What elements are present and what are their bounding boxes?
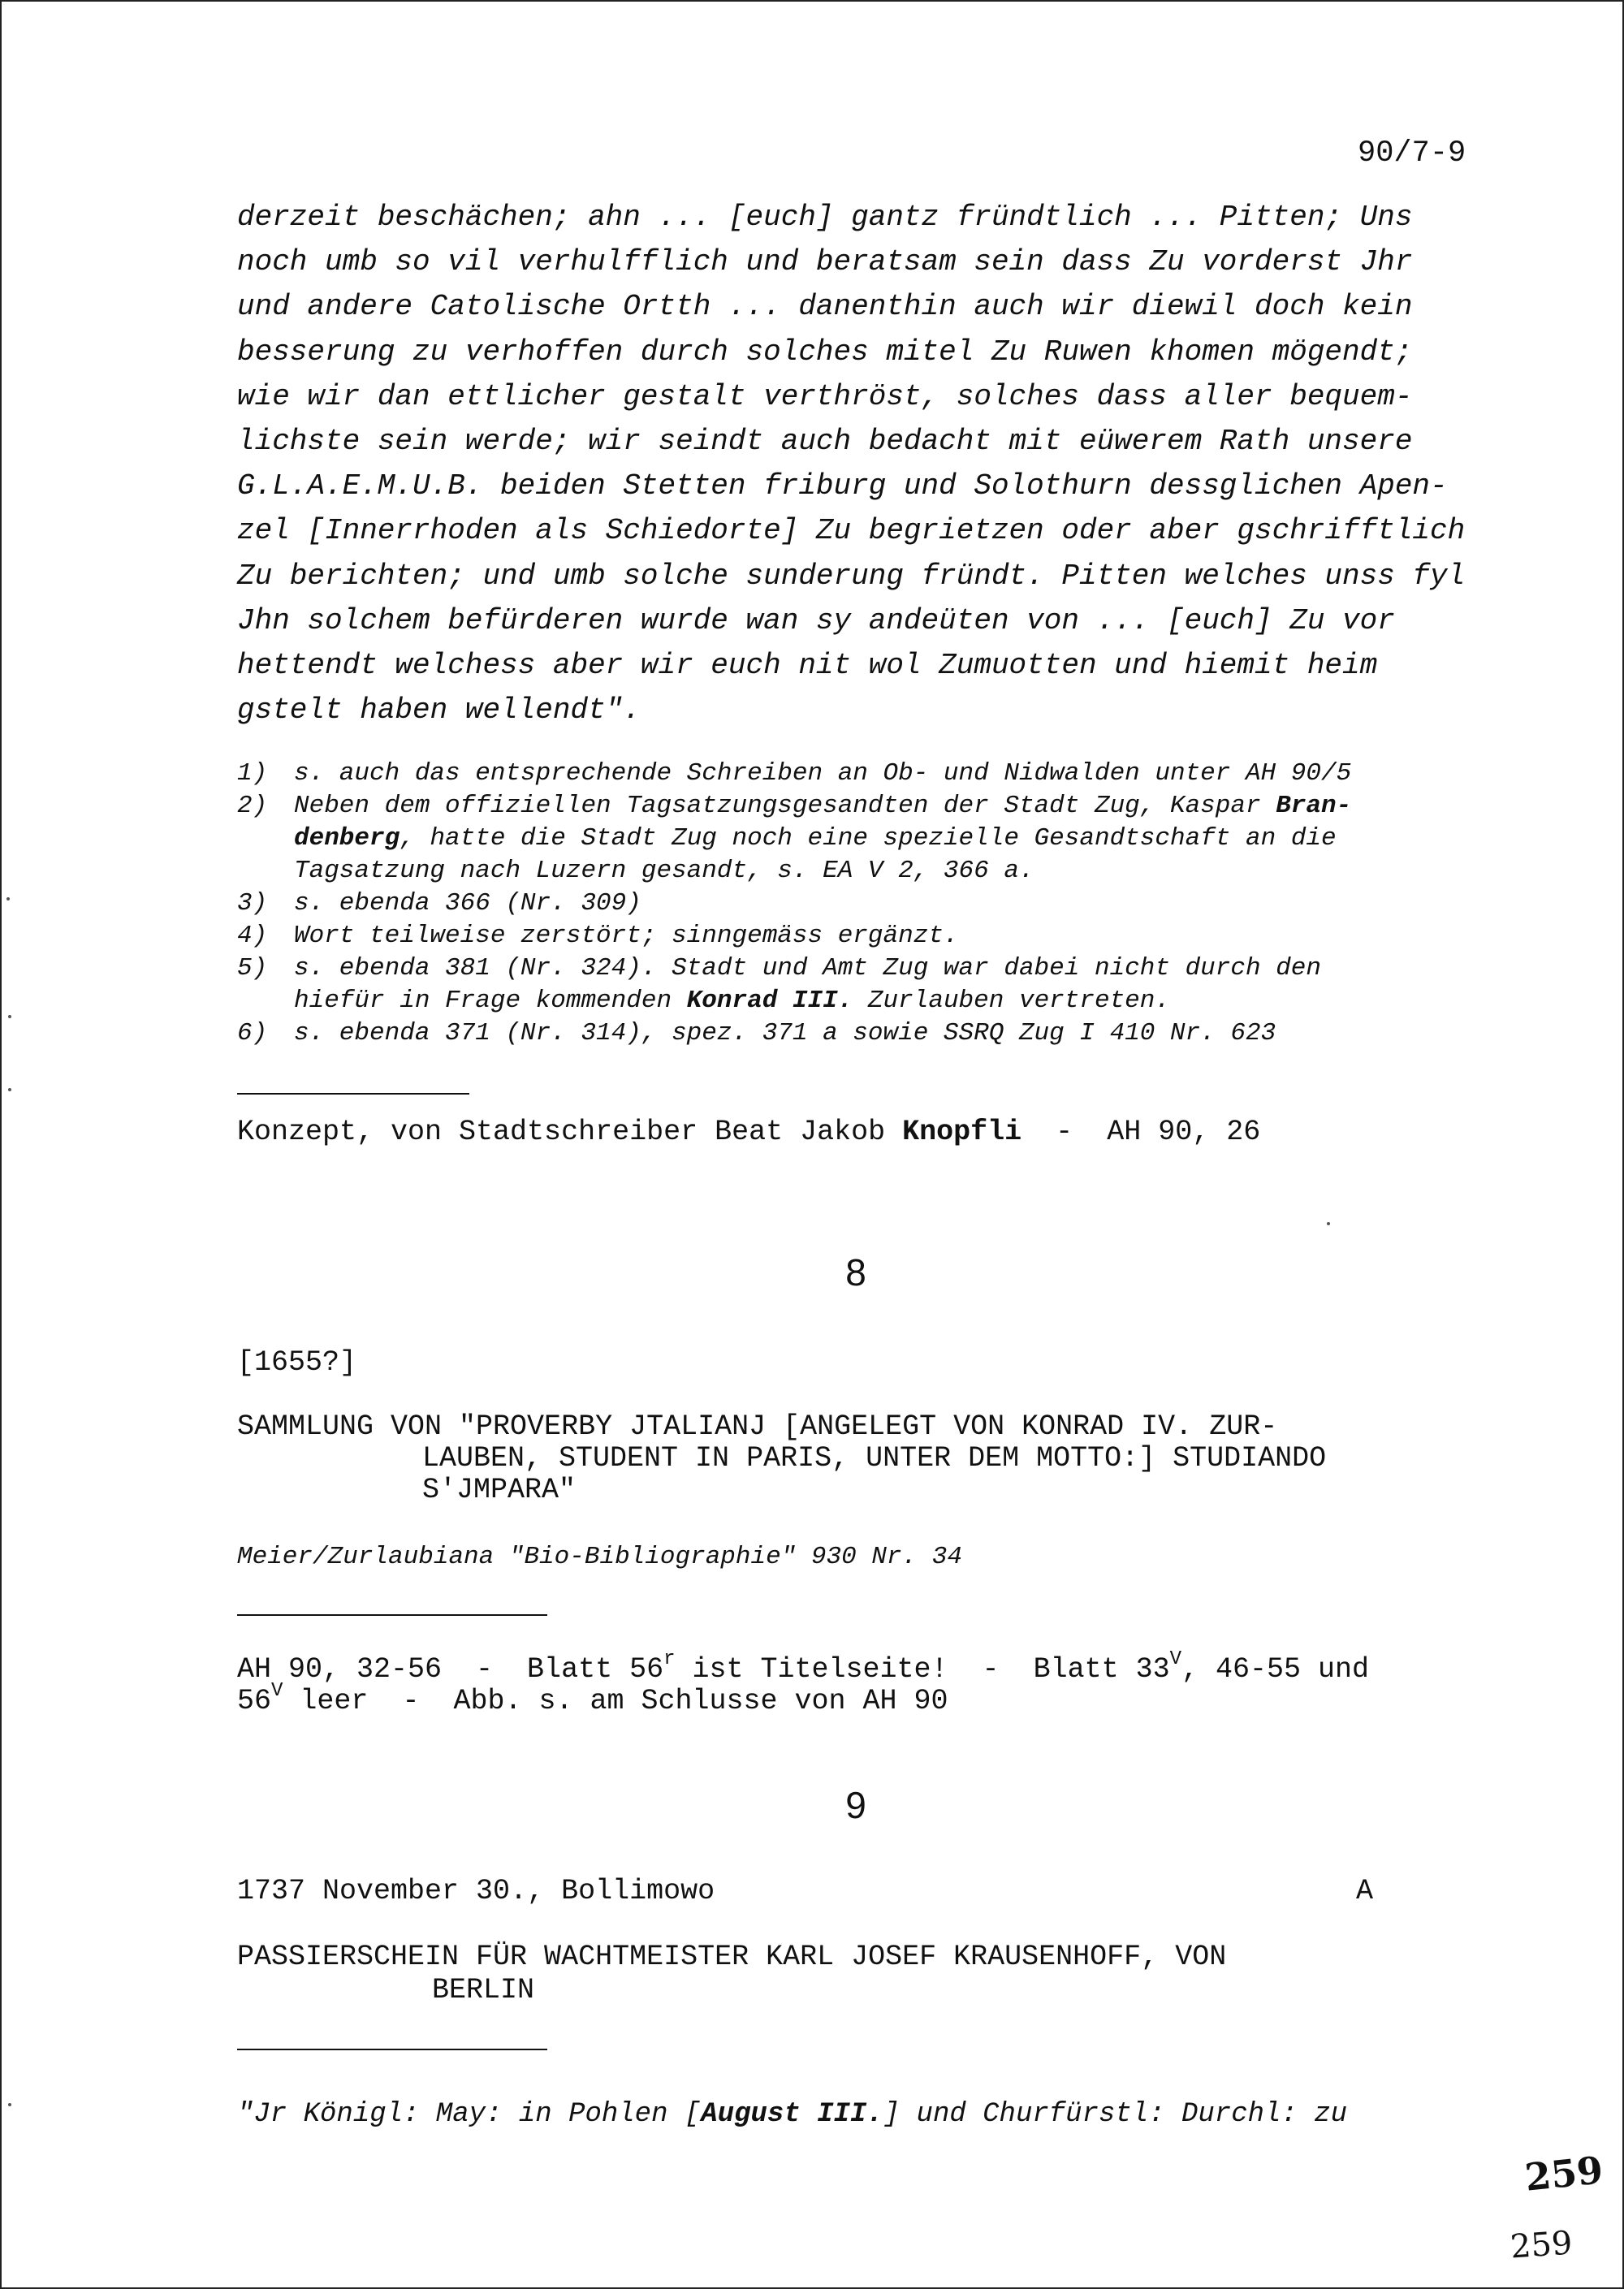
footnotes — [237, 758, 1351, 1050]
section-rule — [237, 2049, 547, 2050]
section-rule — [237, 1093, 469, 1095]
text-line: Zu berichten; und umb solche sunderung fründt. Pitten welches unss fyl — [237, 559, 1466, 593]
source-note-8-continuation: $56^V$ leer - Abb. s. am Schlusse von AH 90 — [237, 1680, 948, 1717]
scan-speck — [8, 1015, 11, 1018]
text-line: lichste sein werde; wir seindt auch bedacht mit eüwerem Rath unsere — [237, 424, 1413, 458]
footnote-continuation — [237, 823, 1351, 855]
footnote-continuation — [237, 985, 1351, 1017]
entry-8-title-line: SAMMLUNG VON "PROVERBY JTALIANJ [ANGELEGT VON KONRAD IV. ZUR- — [237, 1410, 1278, 1443]
entry-8-title-line: LAUBEN, STUDENT IN PARIS, UNTER DEM MOTTO:] STUDIANDO — [422, 1442, 1327, 1475]
footnote-text: hiefür in Frage kommenden Konrad III. Zurlauben vertreten. — [294, 987, 1170, 1015]
person-name: Knopfli — [902, 1116, 1022, 1148]
entry-8-title-line: S'JMPARA" — [422, 1474, 577, 1506]
document-quote: "Jr Königl: May: in Pohlen [August III.] und Churfürstl: Durchl: zu — [237, 2099, 1348, 2130]
entry-9-title-line: BERLIN — [432, 1974, 535, 2006]
scan-speck — [1327, 1222, 1330, 1225]
person-name: denberg — [294, 824, 400, 853]
text-line: zel [Innerrhoden als Schiedorte] Zu begrietzen oder aber gschrifftlich — [237, 514, 1466, 548]
footnote-text: Wort teilweise zerstört; sinngemäss ergänzt. — [294, 922, 959, 950]
text-line: wie wir dan ettlicher gestalt verthröst, solches dass aller bequem- — [237, 379, 1413, 413]
entry-9-title-line: PASSIERSCHEIN FÜR WACHTMEISTER KARL JOSEF KRAUSENHOFF, VON — [237, 1941, 1227, 1973]
footnote-number: 4) — [237, 922, 268, 950]
footnote-number: 5) — [237, 954, 268, 983]
footnote — [237, 888, 1351, 920]
bibliographic-reference: Meier/Zurlaubiana "Bio-Bibliographie" 930 Nr. 34 — [237, 1543, 962, 1571]
source-note-8: AH 90, 32-56 - Blatt 56$^r$ ist Titelseite! - Blatt $33^V$, 46-55 und — [237, 1648, 1370, 1686]
footnote-text: Tagsatzung nach Luzern gesandt, s. EA V 2, 366 a. — [294, 857, 1034, 885]
footnote-text: s. ebenda 381 (Nr. 324). Stadt und Amt Zug war dabei nicht durch den — [294, 954, 1322, 983]
footnote-number: 3) — [237, 889, 268, 918]
scan-speck — [8, 1088, 11, 1091]
entry-8-date: [1655?] — [237, 1346, 357, 1379]
text-line: noch umb so vil verhulfflich und beratsam sein dass Zu vorderst Jhr — [237, 245, 1413, 279]
footnote-number: 2) — [237, 792, 268, 820]
footnote — [237, 952, 1351, 985]
section-rule — [237, 1614, 547, 1616]
source-note-7: Konzept, von Stadtschreiber Beat Jakob Knopfli - AH 90, 26 — [237, 1116, 1261, 1148]
original-marker: A — [1356, 1875, 1374, 1907]
entry-9-date: 1737 November 30., Bollimowo — [237, 1875, 715, 1907]
text-line: Jhn solchem befürderen wurde wan sy andeüten von ... [euch] Zu vor — [237, 603, 1395, 637]
footnote-text: denberg, hatte die Stadt Zug noch eine spezielle Gesandtschaft an die — [294, 824, 1337, 853]
handwritten-page-mark: 259 — [1522, 2148, 1605, 2200]
footnote-text: s. ebenda 371 (Nr. 314), spez. 371 a sowie SSRQ Zug I 410 Nr. 623 — [294, 1019, 1276, 1047]
text-line: und andere Catolische Ortth ... danenthin auch wir diewil doch kein — [237, 290, 1413, 324]
footnote-continuation — [237, 855, 1351, 888]
text-line: derzeit beschächen; ahn ... [euch] gantz fründtlich ... Pitten; Uns — [237, 201, 1413, 234]
scan-speck — [6, 897, 10, 900]
footnote-text: s. auch das entsprechende Schreiben an Ob- und Nidwalden unter AH 90/5 — [294, 759, 1352, 788]
footnote — [237, 790, 1351, 823]
person-name: Bran- — [1276, 792, 1352, 820]
footnote-text: Neben dem offiziellen Tagsatzungsgesandten der Stadt Zug, Kaspar Bran- — [294, 792, 1352, 820]
text-line: besserung zu verhoffen durch solches mitel Zu Ruwen khomen mögendt; — [237, 335, 1413, 369]
page-number: 90/7-9 — [1358, 136, 1466, 171]
text-line: hettendt welchess aber wir euch nit wol Zumuotten und hiemit heim — [237, 648, 1378, 682]
person-name: Konrad III. — [686, 987, 853, 1015]
text-line: G.L.A.E.M.U.B. beiden Stetten friburg und Solothurn dessglichen Apen- — [237, 469, 1448, 503]
handwritten-page-mark: 259 — [1509, 2224, 1574, 2266]
scan-speck — [8, 2103, 11, 2106]
footnote — [237, 920, 1351, 952]
text-line: gstelt haben wellendt". — [237, 693, 641, 728]
person-name: August III. — [701, 2099, 883, 2130]
entry-number-9: 9 — [845, 1784, 866, 1826]
footnote — [237, 1017, 1351, 1050]
letter-excerpt — [237, 195, 1465, 732]
footnote-number: 6) — [237, 1019, 268, 1047]
footnote — [237, 758, 1351, 790]
entry-number-8: 8 — [845, 1251, 866, 1294]
footnote-number: 1) — [237, 759, 268, 788]
footnote-text: s. ebenda 366 (Nr. 309) — [294, 889, 641, 918]
